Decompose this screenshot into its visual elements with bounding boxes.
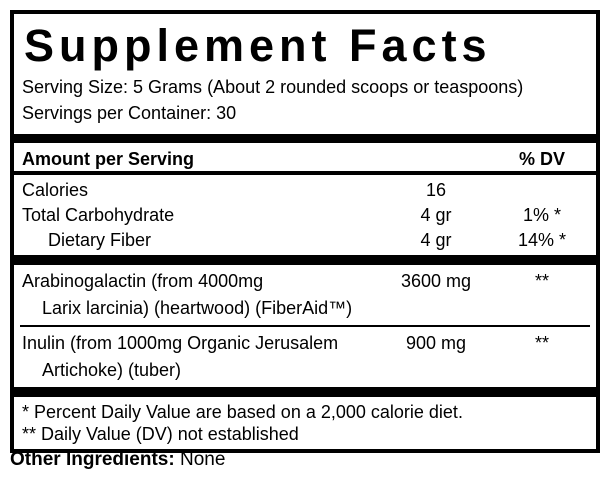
percent-dv-header: % DV (518, 149, 565, 169)
servings-per-container-text: Servings per Container: 30 (22, 103, 237, 123)
divider-thick-bottom (14, 387, 596, 397)
table-row-arabinogalactin (22, 265, 588, 325)
column-header-row (22, 143, 588, 171)
table-row-calories (22, 178, 588, 203)
supplement-facts-title: Supplement Facts (24, 20, 492, 71)
supplement-facts-panel (10, 10, 600, 453)
nutrient-section (14, 175, 596, 255)
ingredient-name (22, 330, 376, 384)
nutrient-name: Dietary Fiber (48, 230, 152, 250)
ingredient-name-line1: Inulin (from 1000mg Organic Jerusalem (22, 333, 339, 353)
nutrient-dv: 1% * (522, 205, 562, 225)
ingredient-name-line2: Artichoke) (tuber) (42, 360, 182, 380)
serving-size-text: Serving Size: 5 Grams (About 2 rounded scoops or teaspoons) (22, 77, 524, 97)
table-row-dietary-fiber (22, 228, 588, 253)
footnote-section (14, 397, 596, 449)
divider-thick-top (14, 134, 596, 143)
footnote-percent-dv: * Percent Daily Value are based on a 2,000 calorie diet. (22, 402, 463, 422)
table-row-inulin (22, 327, 588, 387)
nutrient-name: Calories (22, 180, 89, 200)
nutrient-amount: 4 gr (420, 230, 452, 250)
table-row-total-carbohydrate (22, 203, 588, 228)
other-ingredients-line (10, 448, 225, 472)
footnote-dv-not-established: ** Daily Value (DV) not established (22, 424, 299, 444)
nutrient-amount: 16 (425, 180, 447, 200)
ingredient-amount: 900 mg (405, 333, 467, 353)
divider-thick-middle (14, 255, 596, 265)
ingredient-amount: 3600 mg (400, 271, 472, 291)
nutrient-amount: 4 gr (420, 205, 452, 225)
amount-per-serving-header: Amount per Serving (22, 149, 195, 169)
other-ingredients-label: Other Ingredients: (10, 449, 175, 470)
ingredient-name-line2: Larix larcinia) (heartwood) (FiberAid™) (42, 298, 353, 318)
other-ingredients-value: None (179, 449, 226, 470)
nutrient-name: Total Carbohydrate (22, 205, 175, 225)
ingredient-name-line1: Arabinogalactin (from 4000mg (22, 271, 264, 291)
ingredient-dv: ** (534, 271, 549, 291)
ingredient-dv: ** (534, 333, 549, 353)
nutrient-dv: 14% * (517, 230, 567, 250)
ingredient-name (22, 268, 376, 322)
